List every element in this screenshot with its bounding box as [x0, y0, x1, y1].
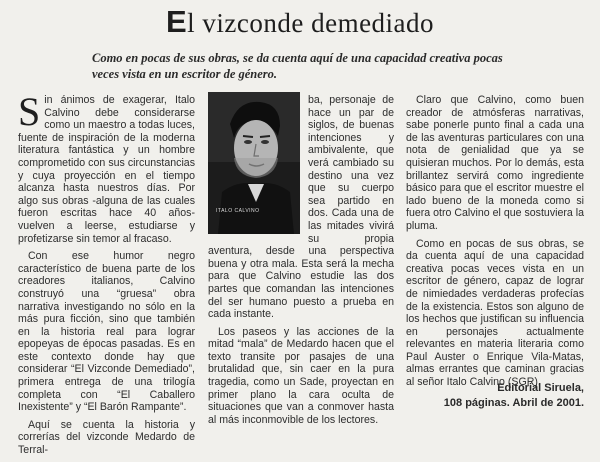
drop-cap: S [18, 89, 41, 134]
photo-caption: ITALO CALVINO [216, 208, 260, 215]
book-details: 108 páginas. Abril de 2001. [443, 397, 584, 409]
paragraph: ba, personaje de hace un par de siglos, de buenas intenciones y ambivalente, que verá cambiado su destino una vez que su cuerpo sea partido en dos. Cada una de las mitades vivirá su propia aventura, desde una perspectiva buena y otra mala. Esta será la mecha para que Calvino estudie las dos partes que comandan las intenciones del ser humano puesto a prueba en cada instante. [208, 94, 394, 321]
article-subtitle: Como en pocas de sus obras, se da cuenta aquí de una capacidad creativa pocas veces vista en un escritor de género. [92, 51, 503, 81]
paragraph [18, 89, 195, 245]
paragraph: Como en pocas de sus obras, se da cuenta aquí de una capacidad creativa pocas veces vista en un escritor de género, capaz de lograr de nimiedades verdaderas profecías de la existencia. Estos son alguno de los hechos que justifican su influencia en personajes actualmente relevantes en materia literaria como Paul Auster o Enrique Vila-Matas, almas errantes que caminan gracias al señor Italo Calvino (SGR). [406, 237, 584, 389]
paragraph: Los paseos y las acciones de la mitad “mala” de Medardo hacen que el texto transite por pasajes de una brutalidad que, sin caer en la pura tragedia, como un Sade, proyectan en primer plano la cara oculta de situaciones que van a conmover hasta al más inconmovible de los lectores. [208, 325, 394, 426]
article-title [0, 4, 600, 40]
paragraph-text: in ánimos de exagerar, Italo Calvino debe considerarse como un maestro a todas luces, fuente de inspiración de la moderna literatura fantástica y un hombre comprometido con sus circunstancias y cuya proyección en el tiempo alcanza hasta nuestros días. Por algo sus obras -alguna de las cuales fueron escritas hace 40 años- vuelven a leerse, estudiarse y profetizarse sin temor al fracaso. [18, 94, 195, 245]
paragraph: Con ese humor negro característico de buena parte de los creadores italianos, Calvino construyó una “gruesa” obra narrativa investigando no sólo en la más pura ficción, sino que también en la historia real para lograr epopeyas de épocas pasadas. Es en este contexto donde hay que considerar “El Vizconde Demediado”, primera entrega de una trilogía completa con “El Caballero Inexistente” y “El Barón Rampante”. [18, 250, 195, 414]
column-2 [208, 94, 394, 431]
paragraph: Aquí se cuenta la historia y correrías del vizconde Medardo de Terral- [18, 418, 195, 457]
publisher: Editorial Siruela, [497, 382, 584, 394]
column-3 [406, 94, 584, 394]
title-rest: l vizconde demediado [187, 8, 435, 38]
author-photo [208, 92, 300, 234]
paragraph: Claro que Calvino, como buen creador de atmósferas narrativas, sabe ponerle punto final a cada una de las aventuras particulares con una nota de genialidad que ya se quisieran muchos. Por lo demás, esta brillantez servirá como ingrediente básico para que el escritor muestre el lado bueno de la moneda como si fuera otro Calvino el que sostuviera la pluma. [406, 94, 584, 232]
book-credit [444, 381, 584, 411]
title-initial: E [165, 4, 188, 39]
column-1 [18, 89, 195, 462]
